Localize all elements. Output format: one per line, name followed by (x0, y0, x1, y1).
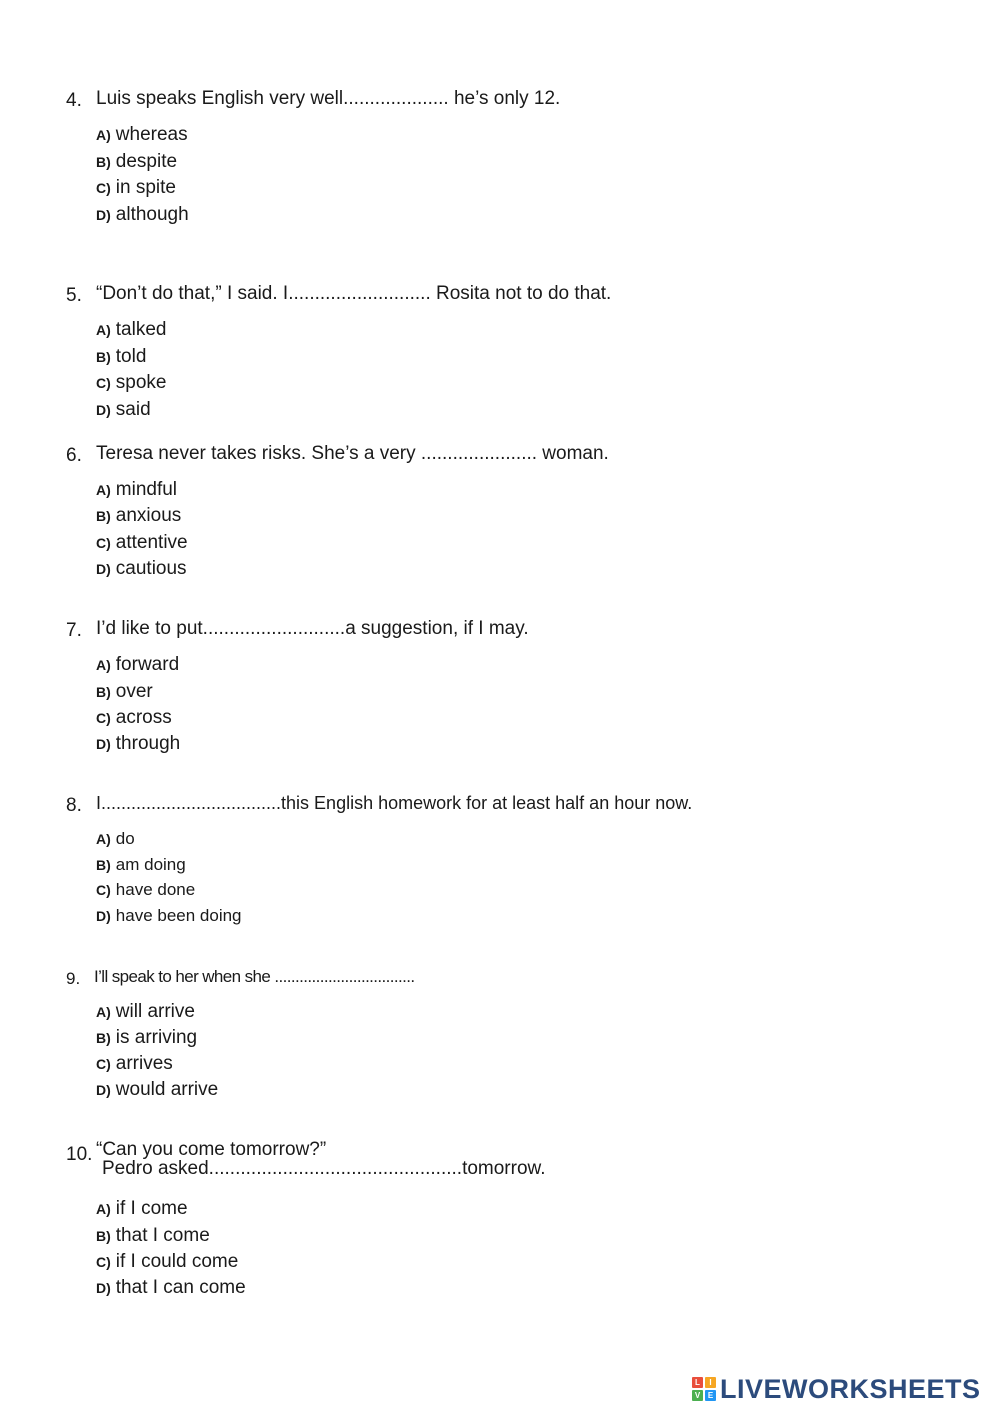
option-text: anxious (115, 505, 182, 526)
question-number: 9. (66, 969, 81, 988)
option-a[interactable] (96, 479, 177, 501)
option-text: forward (115, 654, 180, 675)
option-letter: C) (96, 180, 111, 196)
question-text-line2: Pedro asked................................................tomorrow. (102, 1158, 546, 1179)
option-a[interactable] (96, 319, 166, 341)
option-text: have done (115, 880, 196, 899)
option-a[interactable] (96, 124, 188, 146)
option-letter: C) (96, 1254, 111, 1270)
logo-block-l: L (692, 1377, 703, 1388)
question-number: 10. (66, 1144, 93, 1165)
option-text: mindful (115, 479, 178, 500)
question-text: I’d like to put...........................a suggestion, if I may. (96, 618, 529, 639)
option-text: have been doing (115, 906, 242, 925)
option-d[interactable] (96, 906, 242, 926)
option-letter: B) (96, 857, 111, 873)
option-letter: C) (96, 535, 111, 551)
option-letter: B) (96, 349, 111, 365)
option-a[interactable] (96, 1001, 195, 1023)
option-letter: C) (96, 882, 111, 898)
option-letter: A) (96, 482, 111, 498)
liveworksheets-logo (692, 1374, 981, 1404)
option-letter: A) (96, 322, 111, 338)
option-d[interactable] (96, 1277, 246, 1299)
option-letter: B) (96, 1030, 111, 1046)
option-text: will arrive (115, 1001, 195, 1022)
option-letter: D) (96, 736, 111, 752)
option-c[interactable] (96, 880, 195, 900)
option-text: whereas (115, 124, 188, 145)
option-a[interactable] (96, 829, 135, 849)
option-letter: B) (96, 684, 111, 700)
option-letter: C) (96, 710, 111, 726)
option-c[interactable] (96, 707, 172, 729)
option-c[interactable] (96, 532, 188, 554)
option-letter: A) (96, 1201, 111, 1217)
option-text: that I come (115, 1225, 210, 1246)
option-d[interactable] (96, 558, 187, 580)
option-text: am doing (115, 855, 186, 874)
option-d[interactable] (96, 1079, 218, 1101)
option-text: said (115, 399, 151, 420)
option-d[interactable] (96, 733, 180, 755)
logo-block-i: I (705, 1377, 716, 1388)
question-text: Luis speaks English very well.................... he’s only 12. (96, 88, 561, 109)
logo-text: LIVEWORKSHEETS (720, 1373, 981, 1404)
option-b[interactable] (96, 1027, 197, 1049)
logo-blocks-icon (692, 1377, 716, 1401)
option-c[interactable] (96, 1251, 238, 1273)
option-letter: A) (96, 657, 111, 673)
option-letter: D) (96, 1280, 111, 1296)
option-letter: C) (96, 1056, 111, 1072)
option-b[interactable] (96, 681, 153, 703)
logo-block-v: V (692, 1390, 703, 1401)
option-letter: D) (96, 908, 111, 924)
option-b[interactable] (96, 855, 186, 875)
question-number: 5. (66, 285, 82, 306)
option-letter: D) (96, 1082, 111, 1098)
option-letter: B) (96, 154, 111, 170)
option-text: if I could come (115, 1251, 239, 1272)
option-text: over (115, 681, 153, 702)
question-text: I’ll speak to her when she .................................. (94, 967, 415, 986)
option-c[interactable] (96, 372, 166, 394)
option-text: despite (115, 151, 178, 172)
option-text: told (115, 346, 147, 367)
option-b[interactable] (96, 151, 177, 173)
option-text: through (115, 733, 181, 754)
question-number: 6. (66, 445, 82, 466)
option-text: would arrive (115, 1079, 219, 1100)
option-letter: B) (96, 1228, 111, 1244)
question-text: Teresa never takes risks. She’s a very ...................... woman. (96, 443, 609, 464)
option-text: although (115, 204, 189, 225)
option-c[interactable] (96, 1053, 173, 1075)
option-letter: B) (96, 508, 111, 524)
option-text: attentive (115, 532, 188, 553)
option-b[interactable] (96, 346, 146, 368)
option-a[interactable] (96, 654, 179, 676)
option-text: spoke (115, 372, 167, 393)
question-text: I....................................this English homework for at least half an hour now. (96, 793, 693, 813)
option-d[interactable] (96, 204, 189, 226)
option-letter: D) (96, 561, 111, 577)
option-text: is arriving (115, 1027, 198, 1048)
logo-block-e: E (705, 1390, 716, 1401)
option-text: arrives (115, 1053, 173, 1074)
option-text: if I come (115, 1198, 188, 1219)
option-text: do (115, 829, 135, 848)
option-c[interactable] (96, 177, 176, 199)
option-letter: A) (96, 127, 111, 143)
option-letter: A) (96, 1004, 111, 1020)
question-text: “Don’t do that,” I said. I........................... Rosita not to do that. (96, 283, 612, 304)
question-number: 4. (66, 90, 82, 111)
option-text: in spite (115, 177, 176, 198)
option-letter: D) (96, 402, 111, 418)
question-text: “Can you come tomorrow?” (96, 1139, 327, 1160)
option-text: that I can come (115, 1277, 246, 1298)
option-letter: D) (96, 207, 111, 223)
option-b[interactable] (96, 1225, 210, 1247)
option-letter: C) (96, 375, 111, 391)
option-d[interactable] (96, 399, 151, 421)
question-number: 7. (66, 620, 82, 641)
option-letter: A) (96, 831, 111, 847)
option-b[interactable] (96, 505, 181, 527)
question-number: 8. (66, 795, 82, 816)
option-a[interactable] (96, 1198, 188, 1220)
option-text: cautious (115, 558, 187, 579)
option-text: across (115, 707, 172, 728)
option-text: talked (115, 319, 167, 340)
